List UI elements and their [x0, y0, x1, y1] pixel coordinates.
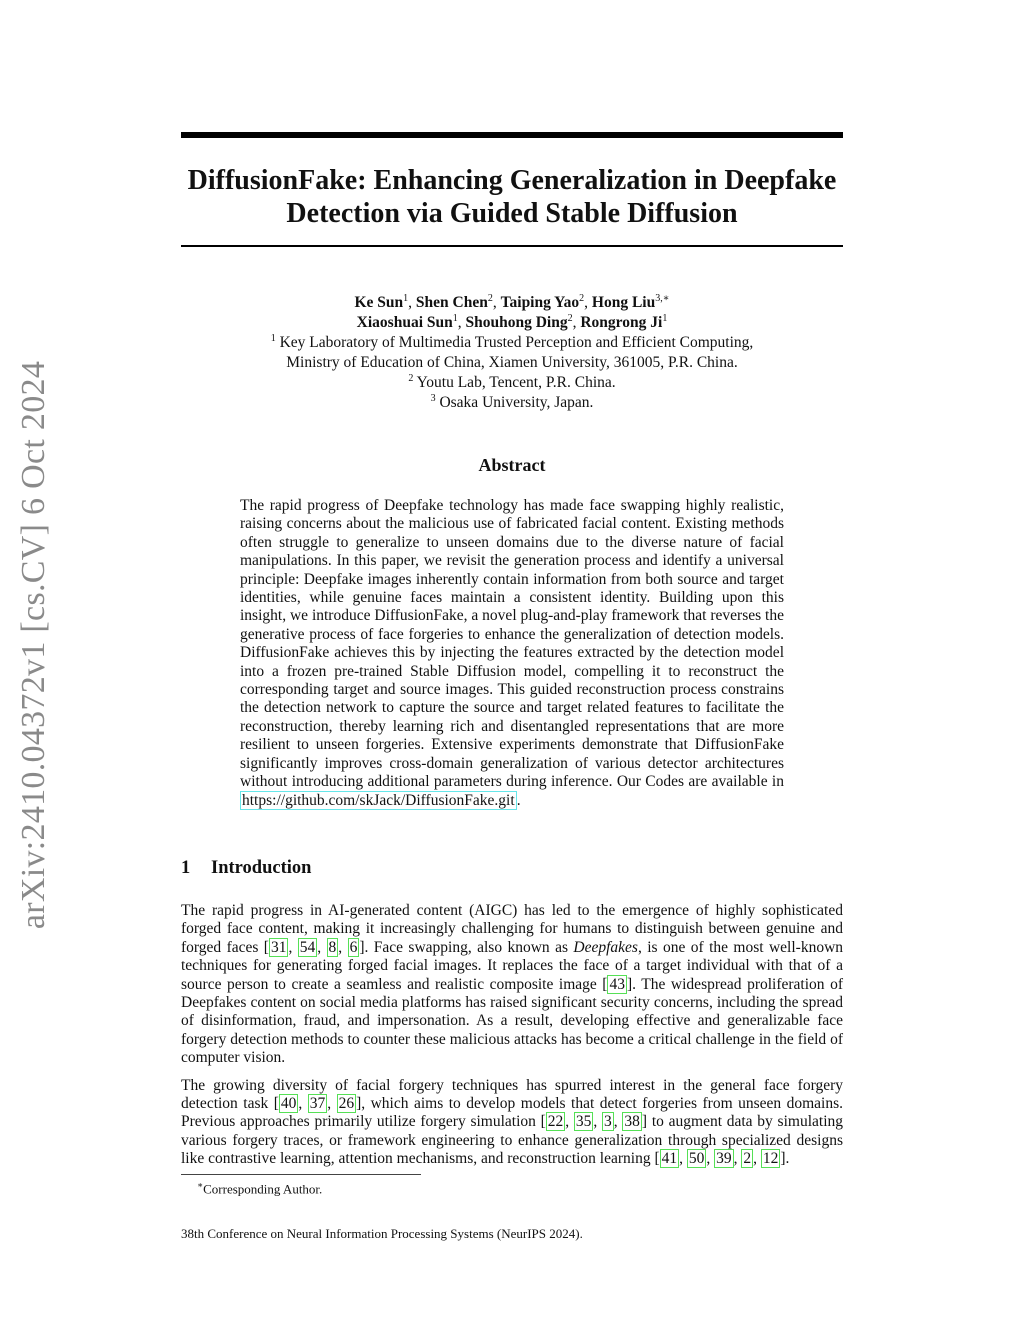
author-affiliation-mark: 3,∗: [655, 292, 670, 304]
author-affiliation-mark: 2: [487, 292, 493, 304]
author-name: Shouhong Ding: [465, 314, 568, 331]
intro-paragraph-2: [181, 1077, 843, 1169]
footnote-rule: [181, 1174, 421, 1175]
citation-link[interactable]: 2: [743, 1150, 752, 1168]
paragraph-text: ,: [565, 1113, 574, 1131]
authors-line-2: [160, 313, 864, 333]
paragraph-text: ,: [338, 938, 348, 956]
paragraph-text: ,: [679, 1150, 687, 1168]
venue-note: 38th Conference on Neural Information Processing Systems (NeurIPS 2024).: [181, 1226, 583, 1241]
paragraph-text: ,: [733, 1150, 742, 1168]
section-heading: [181, 858, 311, 879]
author-separator: ,: [572, 314, 581, 331]
author-affiliation-mark: 2: [567, 312, 573, 324]
author-name: Rongrong Ji: [580, 314, 663, 331]
introduction-body: [181, 902, 843, 1178]
author-separator: ,: [408, 294, 416, 311]
affiliation-text: Youtu Lab, Tencent, P.R. China.: [413, 374, 616, 391]
affiliation-mark: 3: [430, 392, 436, 404]
paragraph-text: ].: [780, 1150, 790, 1168]
paragraph-text: ,: [298, 1095, 308, 1113]
paragraph-text: The rapid progress in AI-generated content (AIGC) has led to the emergence of highly sophisticated forged face content, making it increasingly challenging for humans to distinguish between genuine and forged faces [: [181, 902, 843, 956]
abstract-heading: Abstract: [478, 455, 546, 475]
intro-paragraph-1: [181, 902, 843, 1068]
citation-link[interactable]: 38: [624, 1113, 640, 1131]
author-affiliation-mark: 1: [403, 292, 409, 304]
footnote-text: Corresponding Author.: [203, 1181, 323, 1197]
affiliations: [160, 333, 864, 413]
paper-title: [160, 164, 864, 230]
paragraph-text: ]. The widespread proliferation of Deepfakes content on social media platforms has raised significant security concerns, including the spread of disinformation, fraud, and impersonation. As a result, developing effective and generalizable face forgery detection methods to counter these malicious attacks has become a critical challenge in the field of computer vision.: [181, 975, 843, 1067]
citation-link[interactable]: 3: [604, 1113, 612, 1131]
arxiv-stamp-text: arXiv:2410.04372v1 [cs.CV] 6 Oct 2024: [15, 360, 52, 930]
paragraph-text: ,: [706, 1150, 715, 1168]
citation-link[interactable]: 35: [575, 1113, 592, 1131]
citation-link[interactable]: 39: [716, 1150, 732, 1168]
citation-link[interactable]: 22: [547, 1113, 564, 1131]
affiliation-mark: 2: [408, 372, 414, 384]
paragraph-text: ,: [753, 1150, 761, 1168]
author-affiliation-mark: 1: [452, 312, 458, 324]
paragraph-text: ]. Face swapping, also known as: [359, 938, 574, 956]
title-line-2: Detection via Guided Stable Diffusion: [286, 198, 738, 229]
section-number: 1: [181, 858, 191, 878]
authors-line-1: [160, 293, 864, 313]
citation-link[interactable]: 12: [762, 1150, 779, 1168]
author-name: Taiping Yao: [500, 294, 580, 311]
citation-link[interactable]: 54: [299, 938, 316, 956]
citation-link[interactable]: 26: [338, 1095, 355, 1113]
affiliation-text: Osaka University, Japan.: [435, 394, 594, 411]
author-separator: ,: [492, 294, 501, 311]
title-top-rule: [181, 132, 843, 138]
author-affiliation-mark: 1: [662, 312, 668, 324]
abstract-body: [240, 497, 784, 810]
footnote: [197, 1180, 322, 1197]
abstract-end: .: [516, 791, 521, 809]
citation-link[interactable]: 8: [328, 938, 337, 956]
emphasis-text: Deepfakes: [573, 938, 638, 956]
code-link[interactable]: https://github.com/skJack/DiffusionFake.git: [242, 791, 515, 809]
author-name: Hong Liu: [591, 294, 656, 311]
affiliation-line: [160, 393, 864, 413]
arxiv-stamp: [10, 360, 58, 930]
author-block: [160, 293, 864, 413]
title-bottom-rule: [181, 245, 843, 247]
author-name: Xiaoshuai Sun: [356, 314, 453, 331]
affiliation-text: Key Laboratory of Multimedia Trusted Perception and Efficient Computing,: [275, 334, 754, 351]
author-name: Ke Sun: [354, 294, 404, 311]
paragraph-text: ] to augment data by simulating various forgery traces, or framework engineering to enhance generalization through specialized designs like contrastive learning, attention mechanisms, and reconstruction learning [: [181, 1113, 843, 1168]
paragraph-text: ,: [593, 1113, 603, 1131]
citation-link[interactable]: 41: [661, 1150, 678, 1168]
paragraph-text: ,: [613, 1113, 623, 1131]
author-separator: ,: [457, 314, 466, 331]
footnote-mark: ∗: [197, 1180, 204, 1190]
affiliation-line: [160, 353, 864, 373]
citation-link[interactable]: 31: [270, 938, 287, 956]
affiliation-line: [160, 373, 864, 393]
citation-link[interactable]: 6: [349, 938, 358, 956]
author-separator: ,: [584, 294, 592, 311]
section-title: Introduction: [211, 858, 312, 878]
author-name: Shen Chen: [415, 294, 488, 311]
citation-link[interactable]: 43: [609, 975, 625, 993]
citation-link[interactable]: 37: [309, 1095, 326, 1113]
paragraph-text: The growing diversity of facial forgery techniques has spurred interest in the general face forgery detection task [: [181, 1076, 843, 1113]
paragraph-text: ,: [288, 938, 298, 956]
paragraph-text: ,: [327, 1095, 337, 1113]
affiliation-mark: 1: [270, 332, 276, 344]
citation-link[interactable]: 50: [688, 1150, 705, 1168]
author-affiliation-mark: 2: [579, 292, 585, 304]
title-line-1: DiffusionFake: Enhancing Generalization in Deepfake: [187, 165, 837, 196]
affiliation-text: Ministry of Education of China, Xiamen University, 361005, P.R. China.: [286, 354, 738, 371]
citation-link[interactable]: 40: [280, 1095, 297, 1113]
abstract-text: The rapid progress of Deepfake technology has made face swapping highly realistic, raising concerns about the malicious use of fabricated facial content. Existing methods often struggle to generalize to unseen domains due to the diverse nature of facial manipulations. In this paper, we revisit the generation process and identify a universal principle: Deepfake images inherently contain information from both source and target identities, while genuine faces maintain a consistent identity. Building upon this insight, we introduce DiffusionFake, a novel plug-and-play framework that reverses the generative process of face forgeries to enhance the generalization of detection models. DiffusionFake achieves this by injecting the features extracted by the detection model into a frozen pre-trained Stable Diffusion model, compelling it to reconstruct the corresponding target and source images. This guided reconstruction process constrains the detection network to capture the source and target related features to facilitate the reconstruction, thereby learning rich and disentangled representations that are more resilient to unseen forgeries. Extensive experiments demonstrate that DiffusionFake significantly improves cross-domain generalization of various detector architectures without introducing additional parameters during inference. Our Codes are available in: [240, 497, 784, 791]
paragraph-text: ,: [317, 938, 327, 956]
paragraph-text: ], which aims to develop models that detect forgeries from unseen domains. Previous approaches primarily utilize forgery simulation [: [181, 1095, 844, 1131]
affiliation-line: [160, 333, 864, 353]
paragraph-text: , is one of the most well-known techniques for generating forged facial images. It replaces the face of a target individual with that of a source person to create a seamless and realistic composite image [: [181, 938, 844, 993]
